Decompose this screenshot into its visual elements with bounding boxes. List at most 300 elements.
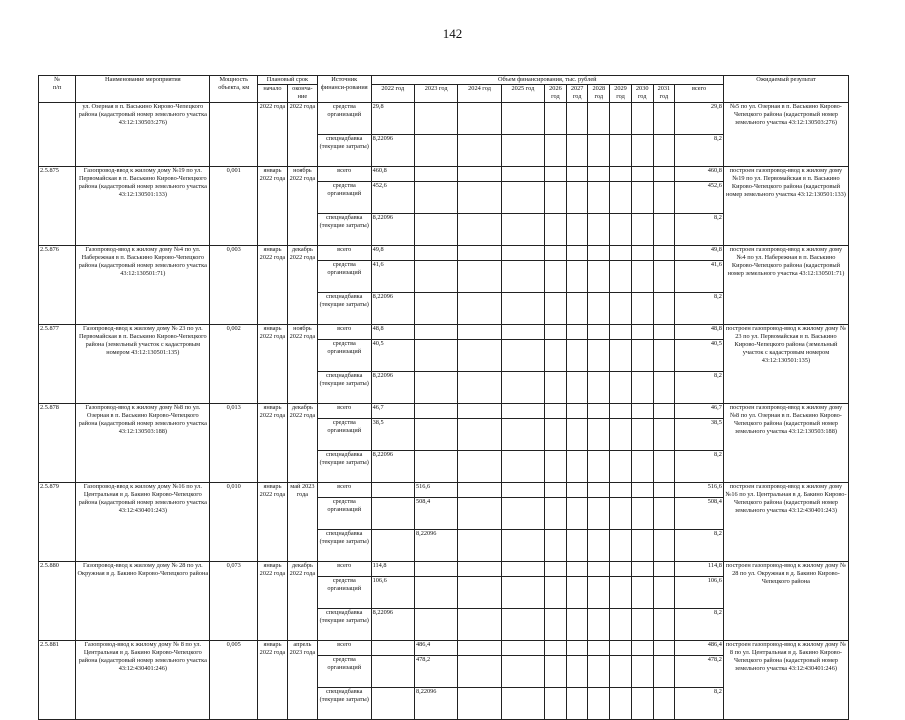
value-cell: 516,6 [414, 483, 457, 498]
source-special: спецнадбавка (текущие затраты) [317, 214, 371, 246]
source-org: средства организаций [317, 656, 371, 688]
value-cell [610, 340, 632, 372]
table-row [39, 483, 849, 498]
value-cell [371, 530, 414, 562]
total-cell: 486,4 [675, 641, 724, 656]
value-cell [458, 404, 501, 419]
value-cell [588, 261, 610, 293]
row-result: построен газопровод-ввод к жилому дому № 8 по ул. Центральная в д. Бакино Кирово-Чепецкого района (кадастровый номер земельного участка 43:12:430401:246) [723, 641, 848, 720]
value-cell [610, 498, 632, 530]
total-cell: 8,2 [675, 372, 724, 404]
row-start: январь 2022 года [257, 167, 287, 246]
value-cell [414, 562, 457, 577]
value-cell: 8,22096 [371, 135, 414, 167]
row-start: январь 2022 года [257, 404, 287, 483]
value-cell [566, 214, 588, 246]
value-cell [545, 372, 567, 404]
value-cell [501, 577, 544, 609]
value-cell [501, 214, 544, 246]
value-cell [501, 483, 544, 498]
value-cell [631, 530, 653, 562]
value-cell [610, 688, 632, 720]
total-cell: 516,6 [675, 483, 724, 498]
row-name: Газопровод-ввод к жилому дому №16 по ул. Центральная в д. Бакино Кирово-Чепецкого района (кадастровый номер земельного участка 43:12:430401:243) [76, 483, 210, 562]
value-cell [566, 688, 588, 720]
value-cell: 478,2 [414, 656, 457, 688]
row-end: декабрь 2022 года [287, 246, 317, 325]
value-cell [588, 641, 610, 656]
value-cell [545, 404, 567, 419]
value-cell: 8,22096 [371, 609, 414, 641]
page-number: 142 [442, 26, 463, 41]
value-cell [631, 261, 653, 293]
header-year: 2025 год [501, 85, 544, 103]
row-end: ноябрь 2022 года [287, 167, 317, 246]
value-cell [545, 340, 567, 372]
value-cell: 8,22096 [371, 372, 414, 404]
value-cell [458, 419, 501, 451]
header-year: всего [675, 85, 724, 103]
total-cell: 452,6 [675, 182, 724, 214]
value-cell: 8,22096 [414, 530, 457, 562]
value-cell [653, 167, 675, 182]
value-cell: 486,4 [414, 641, 457, 656]
total-cell: 38,5 [675, 419, 724, 451]
value-cell [414, 182, 457, 214]
source-special: спецнадбавка (текущие затраты) [317, 293, 371, 325]
value-cell [588, 419, 610, 451]
value-cell [566, 340, 588, 372]
header-term-start: начало [257, 85, 287, 103]
value-cell [501, 656, 544, 688]
value-cell [653, 530, 675, 562]
value-cell [458, 451, 501, 483]
table-body [39, 103, 849, 720]
value-cell [610, 577, 632, 609]
value-cell [610, 530, 632, 562]
row-num: 2.5.881 [39, 641, 76, 720]
source-org: средства организаций [317, 577, 371, 609]
value-cell [566, 404, 588, 419]
value-cell [458, 103, 501, 135]
value-cell [566, 135, 588, 167]
value-cell [458, 483, 501, 498]
value-cell [653, 404, 675, 419]
value-cell [566, 261, 588, 293]
value-cell [566, 451, 588, 483]
header-year: 2029 год [610, 85, 632, 103]
value-cell [414, 261, 457, 293]
value-cell [653, 372, 675, 404]
total-cell: 478,2 [675, 656, 724, 688]
value-cell: 40,5 [371, 340, 414, 372]
value-cell [610, 641, 632, 656]
value-cell [631, 641, 653, 656]
value-cell [653, 419, 675, 451]
header-year: 2024 год [458, 85, 501, 103]
row-num: 2.5.875 [39, 167, 76, 246]
value-cell [610, 246, 632, 261]
table-row [39, 167, 849, 182]
value-cell [653, 293, 675, 325]
value-cell: 8,22096 [414, 688, 457, 720]
value-cell [501, 451, 544, 483]
header-num: № п/п [39, 76, 76, 103]
value-cell [501, 182, 544, 214]
source-org: средства организаций [317, 103, 371, 135]
value-cell [588, 135, 610, 167]
header-year: 2030 год [631, 85, 653, 103]
row-end: май 2023 года [287, 483, 317, 562]
value-cell [458, 641, 501, 656]
row-capacity: 0,010 [210, 483, 258, 562]
source-total: всего [317, 404, 371, 419]
source-org: средства организаций [317, 340, 371, 372]
value-cell [610, 609, 632, 641]
value-cell [545, 641, 567, 656]
value-cell [545, 577, 567, 609]
row-name: Газопровод-ввод к жилому дому № 8 по ул. Центральная в д. Бакино Кирово-Чепецкого района (кадастровый номер земельного участка 43:12:430401:246) [76, 641, 210, 720]
total-cell: 29,8 [675, 103, 724, 135]
value-cell: 38,5 [371, 419, 414, 451]
value-cell [545, 498, 567, 530]
source-special: спецнадбавка (текущие затраты) [317, 451, 371, 483]
value-cell [566, 609, 588, 641]
value-cell [458, 656, 501, 688]
value-cell [501, 688, 544, 720]
value-cell [458, 325, 501, 340]
value-cell [414, 293, 457, 325]
header-year: 2022 год [371, 85, 414, 103]
row-capacity: 0,013 [210, 404, 258, 483]
value-cell [501, 404, 544, 419]
row-num: 2.5.877 [39, 325, 76, 404]
row-capacity: 0,001 [210, 167, 258, 246]
row-capacity: 0,005 [210, 641, 258, 720]
value-cell [566, 641, 588, 656]
row-end: декабрь 2022 года [287, 562, 317, 641]
row-num: 2.5.880 [39, 562, 76, 641]
value-cell [545, 325, 567, 340]
row-end: 2022 года [287, 103, 317, 167]
row-num: 2.5.879 [39, 483, 76, 562]
value-cell: 460,8 [371, 167, 414, 182]
value-cell [545, 656, 567, 688]
value-cell: 48,8 [371, 325, 414, 340]
header-year: 2026 год [545, 85, 567, 103]
header-year: 2027 год [566, 85, 588, 103]
value-cell [653, 246, 675, 261]
row-name: Газопровод-ввод к жилому дому №4 по ул. Набережная в п. Васькино Кирово-Чепецкого района (кадастровый номер земельного участка 43:12:130501:71) [76, 246, 210, 325]
value-cell [631, 688, 653, 720]
value-cell [653, 656, 675, 688]
value-cell [653, 182, 675, 214]
value-cell [610, 214, 632, 246]
value-cell [631, 293, 653, 325]
value-cell [653, 325, 675, 340]
value-cell [631, 419, 653, 451]
value-cell [566, 562, 588, 577]
value-cell [610, 404, 632, 419]
value-cell [414, 135, 457, 167]
table-row [39, 325, 849, 340]
value-cell [631, 451, 653, 483]
row-result: построен газопровод-ввод к жилому дому №16 по ул. Центральная в д. Бакино Кирово-Чепецкого района (кадастровый номер земельного участка 43:12:430401:243) [723, 483, 848, 562]
source-org: средства организаций [317, 261, 371, 293]
total-cell: 8,2 [675, 293, 724, 325]
value-cell [458, 246, 501, 261]
value-cell [371, 498, 414, 530]
value-cell [545, 688, 567, 720]
value-cell [414, 419, 457, 451]
value-cell [458, 562, 501, 577]
source-special: спецнадбавка (текущие затраты) [317, 372, 371, 404]
total-cell: 114,8 [675, 562, 724, 577]
table-header [39, 76, 849, 103]
value-cell [458, 577, 501, 609]
value-cell [545, 214, 567, 246]
value-cell [610, 167, 632, 182]
value-cell [610, 372, 632, 404]
source-org: средства организаций [317, 498, 371, 530]
value-cell [545, 246, 567, 261]
value-cell [653, 451, 675, 483]
financing-table [38, 75, 849, 720]
value-cell [610, 562, 632, 577]
header-term-end: оконча-ние [287, 85, 317, 103]
value-cell [414, 325, 457, 340]
value-cell [414, 340, 457, 372]
row-start: 2022 года [257, 103, 287, 167]
total-cell: 8,2 [675, 609, 724, 641]
value-cell [458, 182, 501, 214]
value-cell [458, 609, 501, 641]
value-cell [566, 483, 588, 498]
value-cell [631, 325, 653, 340]
value-cell [414, 404, 457, 419]
table-row [39, 404, 849, 419]
value-cell [501, 261, 544, 293]
value-cell [566, 246, 588, 261]
value-cell [371, 688, 414, 720]
value-cell [501, 562, 544, 577]
value-cell [588, 246, 610, 261]
value-cell [414, 167, 457, 182]
value-cell [653, 483, 675, 498]
source-total: всего [317, 246, 371, 261]
value-cell [588, 577, 610, 609]
value-cell [501, 246, 544, 261]
value-cell [653, 577, 675, 609]
value-cell [631, 656, 653, 688]
total-cell: 48,8 [675, 325, 724, 340]
value-cell [414, 103, 457, 135]
value-cell: 46,7 [371, 404, 414, 419]
value-cell [545, 530, 567, 562]
value-cell [588, 340, 610, 372]
row-num [39, 103, 76, 167]
value-cell [566, 530, 588, 562]
value-cell [566, 182, 588, 214]
value-cell [501, 340, 544, 372]
value-cell [501, 135, 544, 167]
value-cell [631, 135, 653, 167]
row-result: построен газопровод-ввод к жилому дому № 23 по ул. Первомайская в п. Васькино Кирово-Чепецкого района (земельный участок с кадастровым номером 43:12:130501:135) [723, 325, 848, 404]
source-total: всего [317, 325, 371, 340]
row-start: январь 2022 года [257, 246, 287, 325]
value-cell [545, 293, 567, 325]
value-cell [588, 451, 610, 483]
value-cell [653, 562, 675, 577]
header-volume: Объем финансирования, тыс. рублей [371, 76, 723, 85]
value-cell [653, 498, 675, 530]
value-cell [545, 135, 567, 167]
value-cell [501, 167, 544, 182]
value-cell [371, 483, 414, 498]
value-cell [610, 656, 632, 688]
value-cell [588, 483, 610, 498]
total-cell: 8,2 [675, 688, 724, 720]
source-special: спецнадбавка (текущие затраты) [317, 530, 371, 562]
value-cell [588, 103, 610, 135]
value-cell [588, 167, 610, 182]
value-cell [414, 609, 457, 641]
table-row [39, 641, 849, 656]
value-cell [458, 498, 501, 530]
value-cell [371, 641, 414, 656]
value-cell: 8,22096 [371, 214, 414, 246]
total-cell: 41,6 [675, 261, 724, 293]
value-cell [545, 483, 567, 498]
source-special: спецнадбавка (текущие затраты) [317, 135, 371, 167]
value-cell: 452,6 [371, 182, 414, 214]
value-cell [501, 498, 544, 530]
value-cell [545, 261, 567, 293]
value-cell [610, 293, 632, 325]
value-cell [501, 419, 544, 451]
source-org: средства организаций [317, 419, 371, 451]
value-cell: 49,8 [371, 246, 414, 261]
value-cell [588, 404, 610, 419]
value-cell [588, 214, 610, 246]
source-special: спецнадбавка (текущие затраты) [317, 688, 371, 720]
header-year: 2031 год [653, 85, 675, 103]
value-cell [545, 103, 567, 135]
value-cell [653, 214, 675, 246]
value-cell [588, 562, 610, 577]
value-cell: 106,6 [371, 577, 414, 609]
value-cell [545, 562, 567, 577]
value-cell [653, 609, 675, 641]
value-cell [545, 182, 567, 214]
value-cell [566, 293, 588, 325]
value-cell [631, 340, 653, 372]
source-org: средства организаций [317, 182, 371, 214]
value-cell [414, 246, 457, 261]
value-cell [501, 103, 544, 135]
row-name: Газопровод-ввод к жилому дому № 23 по ул. Первомайская в п. Васькино Кирово-Чепецкого района (земельный участок с кадастровым номером 43:12:130501:135) [76, 325, 210, 404]
row-num: 2.5.876 [39, 246, 76, 325]
value-cell [610, 261, 632, 293]
table-row-continuation [39, 103, 849, 135]
row-result: построен газопровод-ввод к жилому дому №4 по ул. Набережная в п. Васькино Кирово-Чепецкого района (кадастровый номер земельного участка 43:12:130501:71) [723, 246, 848, 325]
source-special: спецнадбавка (текущие затраты) [317, 609, 371, 641]
value-cell [458, 688, 501, 720]
row-end: декабрь 2022 года [287, 404, 317, 483]
total-cell: 508,4 [675, 498, 724, 530]
value-cell [414, 372, 457, 404]
value-cell [371, 656, 414, 688]
header-term: Плановый срок [257, 76, 317, 85]
value-cell [566, 167, 588, 182]
value-cell [458, 340, 501, 372]
value-cell: 41,6 [371, 261, 414, 293]
value-cell [631, 577, 653, 609]
header-source: Источник финанси-рования [317, 76, 371, 103]
row-start: январь 2022 года [257, 562, 287, 641]
value-cell [588, 498, 610, 530]
value-cell [501, 372, 544, 404]
value-cell [610, 135, 632, 167]
row-result: построен газопровод-ввод к жилому дому № 28 по ул. Окружная в д. Бакино Кирово-Чепецкого района [723, 562, 848, 641]
value-cell [610, 419, 632, 451]
value-cell [631, 167, 653, 182]
value-cell [566, 372, 588, 404]
header-year: 2023 год [414, 85, 457, 103]
row-start: январь 2022 года [257, 325, 287, 404]
value-cell [414, 577, 457, 609]
value-cell [631, 372, 653, 404]
value-cell [631, 609, 653, 641]
value-cell: 508,4 [414, 498, 457, 530]
value-cell [545, 609, 567, 641]
value-cell [566, 498, 588, 530]
value-cell [610, 451, 632, 483]
total-cell: 8,2 [675, 135, 724, 167]
total-cell: 106,6 [675, 577, 724, 609]
header-result: Ожидаемый результат [723, 76, 848, 103]
value-cell [501, 609, 544, 641]
value-cell: 8,22096 [371, 293, 414, 325]
value-cell [545, 451, 567, 483]
row-name: Газопровод-ввод к жилому дому №19 по ул. Первомайская в п. Васькино Кирово-Чепецкого района (кадастровый номер земельного участка 43:12:130501:133) [76, 167, 210, 246]
value-cell [653, 261, 675, 293]
total-cell: 8,2 [675, 530, 724, 562]
value-cell [458, 372, 501, 404]
row-start: январь 2022 года [257, 483, 287, 562]
header-name: Наименование мероприятия [76, 76, 210, 103]
row-name: Газопровод-ввод к жилому дому № 28 по ул. Окружная в д. Бакино Кирово-Чепецкого района [76, 562, 210, 641]
row-capacity: 0,073 [210, 562, 258, 641]
value-cell [566, 419, 588, 451]
row-name: ул. Озерная в п. Васькино Кирово-Чепецкого района (кадастровый номер земельного участка 43:12:130503:276) [76, 103, 210, 167]
value-cell [610, 103, 632, 135]
row-result: построен газопровод-ввод к жилому дому №19 по ул. Первомайская в п. Васькино Кирово-Чепецкого района (кадастровый номер земельного участка 43:12:130501:133) [723, 167, 848, 246]
row-num: 2.5.878 [39, 404, 76, 483]
row-result: построен газопровод-ввод к жилому дому №8 по ул. Озерная в п. Васькино Кирово-Чепецкого района (кадастровый номер земельного участка 43:12:130503:188) [723, 404, 848, 483]
value-cell [545, 167, 567, 182]
row-capacity [210, 103, 258, 167]
total-cell: 8,2 [675, 451, 724, 483]
row-capacity: 0,002 [210, 325, 258, 404]
value-cell [631, 404, 653, 419]
source-total: всего [317, 483, 371, 498]
value-cell [610, 325, 632, 340]
total-cell: 49,8 [675, 246, 724, 261]
value-cell [588, 325, 610, 340]
value-cell [458, 135, 501, 167]
value-cell [610, 182, 632, 214]
